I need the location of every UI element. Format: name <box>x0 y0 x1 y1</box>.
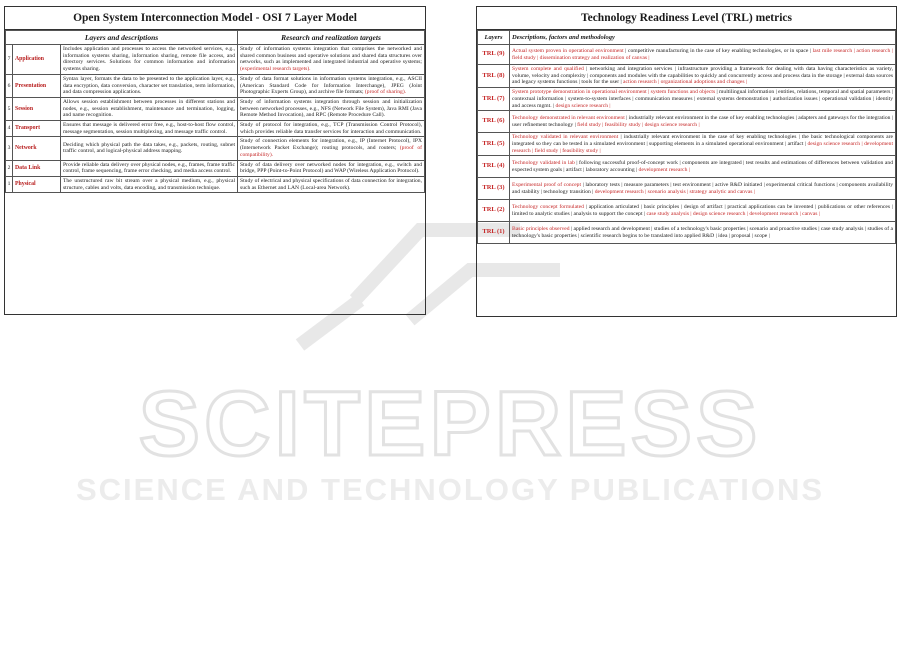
trl-red-methods: field study | feasibility study | design science research | <box>575 121 700 128</box>
table-row <box>478 45 896 65</box>
trl-text: | industrially relevant environment in the case of key enabling technologies | adapters and gateways for the integration | user refinement technology | <box>512 115 893 128</box>
trl-description <box>510 65 896 88</box>
trl-red-lead: System prototype demonstration in operational environment | system functions and objects <box>512 89 716 96</box>
osi-col-targets: Research and realization targets <box>238 31 425 45</box>
target-text: Study of protocol for integration, e.g., TCP (Transmission Control Protocol), which provides reliable data transfer services for interaction and communication. <box>240 122 422 135</box>
layer-description: Deciding which physical path the data takes, e.g., packets, routing, subnet traffic control, and logical-physical address mapping. <box>61 137 238 160</box>
trl-text: | applied research and development | studies of a technology's basic properties | scenario and proactive studies | case study analysis | studies of a technology's basic properties | scientific research begins to be translated into applied R&D | idea | proposal | scope | <box>512 226 893 239</box>
layer-description: Includes application and processes to access the networked services, e.g., information systems sharing, information sharing, remote file access, and directory services. Solutions for common information and information systems sharing. <box>61 45 238 75</box>
trl-red-lead: Actual system proven in operational environment <box>512 47 624 54</box>
layer-name: Data Link <box>13 160 61 176</box>
table-row <box>478 178 896 200</box>
trl-description <box>510 222 896 244</box>
table-row <box>6 45 425 75</box>
osi-grid <box>5 30 425 193</box>
target-text: Study of information systems integration through session and initialization between networked processes, e.g., NFS (Network File System), Java RMI (Java Remote Method Invocation), and RPC (Remote Procedure Call). <box>240 98 422 119</box>
trl-red-methods: last mile research | action research | field study | dissemination strategy and realization of canvas | <box>512 47 893 61</box>
target-red-text: (proof of sharing). <box>364 89 407 96</box>
trl-red-methods: development research | <box>637 166 690 173</box>
table-row <box>478 111 896 133</box>
trl-level: TRL (6) <box>478 111 510 133</box>
layer-number: 7 <box>6 45 13 75</box>
table-row <box>478 156 896 178</box>
layer-target <box>238 74 425 97</box>
table-row <box>6 97 425 120</box>
trl-level: TRL (7) <box>478 88 510 111</box>
trl-level: TRL (4) <box>478 156 510 178</box>
layer-name: Application <box>13 45 61 75</box>
table-row <box>6 137 425 160</box>
trl-text: | networking and integration services | infrastructure providing a framework for dealing with data having characteristics as variety, volume, velocity and complexity | components and modules with the capabilities to quickly and concurrently access and process data in the storage | external data sources and legacy systems functions | tools for the user | <box>512 66 893 86</box>
layer-target <box>238 45 425 75</box>
trl-description <box>510 178 896 200</box>
target-text: Study of information systems integration that comprises the networked and shared common business and operative solutions and shared data structures over networks, such as implemented and integrated industrial and operative systems; <box>240 46 422 66</box>
layer-description: Allows session establishment between processes in different stations and nodes, e.g., session establishment, maintenance and termination, logging, and name recognition. <box>61 97 238 120</box>
trl-col-layers: Layers <box>478 31 510 45</box>
trl-level: TRL (2) <box>478 200 510 222</box>
trl-red-methods: development research | scenario analysis | strategy analytic and canvas | <box>593 188 755 195</box>
trl-text: | multilingual information | entities, relations, temporal and spatial parameters | contextual information | system-to-system interfaces | communication measures | external systems demonstration | authorization issues | operational validation | identity and access mgmt. | <box>512 89 893 109</box>
layer-number: 3 <box>6 137 13 160</box>
target-text: Study of data format solutions in information systems integration, e.g., ASCII (American Standard Code for Information Interchange), JPEG (Joint Photographic Experts Group), and archive file formats; <box>240 75 422 96</box>
trl-red-lead: Basic principles observed <box>512 226 570 233</box>
trl-text: | application articulated | basic principles | design of artifact | practical applications can be invented | publications or other references | limited to analytic studies | analysis to support the concept | <box>512 204 893 217</box>
trl-red-methods: action research | organizational adoptions and changes | <box>621 79 748 86</box>
target-text: Study of data delivery over networked nodes for integration, e.g., switch and bridge, PPP (Point-to-Point Protocol) and WAP (Wireless Application Protocol). <box>240 161 422 175</box>
trl-text: | competitive manufacturing in the case of key enabling technologies, or in space | <box>623 47 812 54</box>
trl-red-lead: Technology validated in relevant environment <box>512 134 619 141</box>
layer-number: 2 <box>6 160 13 176</box>
trl-description <box>510 45 896 65</box>
table-row <box>478 88 896 111</box>
table-row <box>478 65 896 88</box>
trl-level: TRL (5) <box>478 133 510 156</box>
layer-number: 5 <box>6 97 13 120</box>
trl-text: | laboratory tests | measure parameters | test environment | active R&D initiated | experimental critical functions | components availability and stability | technology transition | <box>512 182 894 195</box>
trl-red-lead: Technology demonstrated in relevant environment <box>512 115 625 122</box>
layer-description: Ensures that message is delivered error free, e.g., host-to-host flow control, message segmentation, session multiplexing, and message traffic control. <box>61 121 238 137</box>
layer-target <box>238 137 425 160</box>
trl-red-methods: design science research | <box>554 102 611 109</box>
trl-grid <box>477 30 896 244</box>
watermark-line1: SCITEPRESS <box>138 373 762 475</box>
trl-table <box>476 6 897 317</box>
trl-level: TRL (3) <box>478 178 510 200</box>
trl-red-lead: Technology concept formulated <box>512 204 584 211</box>
trl-red-methods: case study analysis | design science research | development research | canvas | <box>645 210 820 217</box>
layer-name: Transport <box>13 121 61 137</box>
trl-description <box>510 88 896 111</box>
layer-target <box>238 160 425 176</box>
target-text: Study of electrical and physical specifications of data connection for integration, such as Ethernet and LAN (Local-area Network). <box>240 177 422 191</box>
trl-level: TRL (1) <box>478 222 510 244</box>
target-red-text: (proof of compatibility). <box>240 145 423 158</box>
layer-number: 6 <box>6 74 13 97</box>
target-text: Study of connection elements for integration, e.g., IP (Internet Protocol), IPX (Internetwork Packet Exchange); routing protocols, and routers; <box>240 138 422 152</box>
osi-col-layers: Layers and descriptions <box>6 31 238 45</box>
trl-description <box>510 200 896 222</box>
trl-col-desc: Descriptions, factors and methodology <box>510 31 896 45</box>
osi-header-row <box>6 31 425 45</box>
trl-text: | industrially relevant environment in the case of key enabling technologies | the basic technological components are integrated so they can be tested in a simulated environment | supporting elements in a simulated operational environment | artifact | <box>512 134 893 147</box>
layer-description: Syntax layer, formats the data to be presented to the application layer, e.g., data encryption, data conversion, character set translation, term information, and data compression applications. <box>61 74 238 97</box>
layer-number: 1 <box>6 176 13 192</box>
layer-name: Presentation <box>13 74 61 97</box>
table-row <box>6 121 425 137</box>
layer-name: Physical <box>13 176 61 192</box>
trl-description <box>510 111 896 133</box>
table-row <box>478 222 896 244</box>
trl-level: TRL (8) <box>478 65 510 88</box>
watermark-line2: SCIENCE AND TECHNOLOGY PUBLICATIONS <box>75 472 825 507</box>
layer-name: Network <box>13 137 61 160</box>
layer-target <box>238 176 425 192</box>
layer-target <box>238 97 425 120</box>
table-row <box>6 160 425 176</box>
table-row <box>6 176 425 192</box>
table-row <box>6 74 425 97</box>
table-row <box>478 200 896 222</box>
trl-red-lead: Experimental proof of concept <box>512 182 582 189</box>
layer-name: Session <box>13 97 61 120</box>
target-red-text: (experimental research targets). <box>240 66 311 73</box>
table-row <box>478 133 896 156</box>
trl-red-lead: System complete and qualified <box>512 66 584 72</box>
trl-red-methods: design science research | development research | field study | feasibility study | <box>512 140 894 154</box>
osi-table <box>4 6 426 315</box>
layer-description: Provide reliable data delivery over physical nodes, e.g., frames, frame traffic control, frame sequencing, frame error checking, and media access control. <box>61 160 238 176</box>
trl-description <box>510 133 896 156</box>
trl-red-lead: Technology validated in lab <box>512 160 575 167</box>
trl-level: TRL (9) <box>478 45 510 65</box>
trl-description <box>510 156 896 178</box>
layer-target <box>238 121 425 137</box>
layer-description: The unstructured raw bit stream over a physical medium, e.g., physical structure, cables and volts, data encoding, and transmission technique. <box>61 176 238 192</box>
trl-header-row <box>478 31 896 45</box>
trl-text: | following successful proof-of-concept work | components are integrated | test results and estimations of differences between validation and expected system goals | artifact | laboratory accounting | <box>512 160 893 173</box>
layer-number: 4 <box>6 121 13 137</box>
osi-title: Open System Interconnection Model - OSI 7 Layer Model <box>5 7 425 30</box>
trl-title: Technology Readiness Level (TRL) metrics <box>477 7 896 30</box>
